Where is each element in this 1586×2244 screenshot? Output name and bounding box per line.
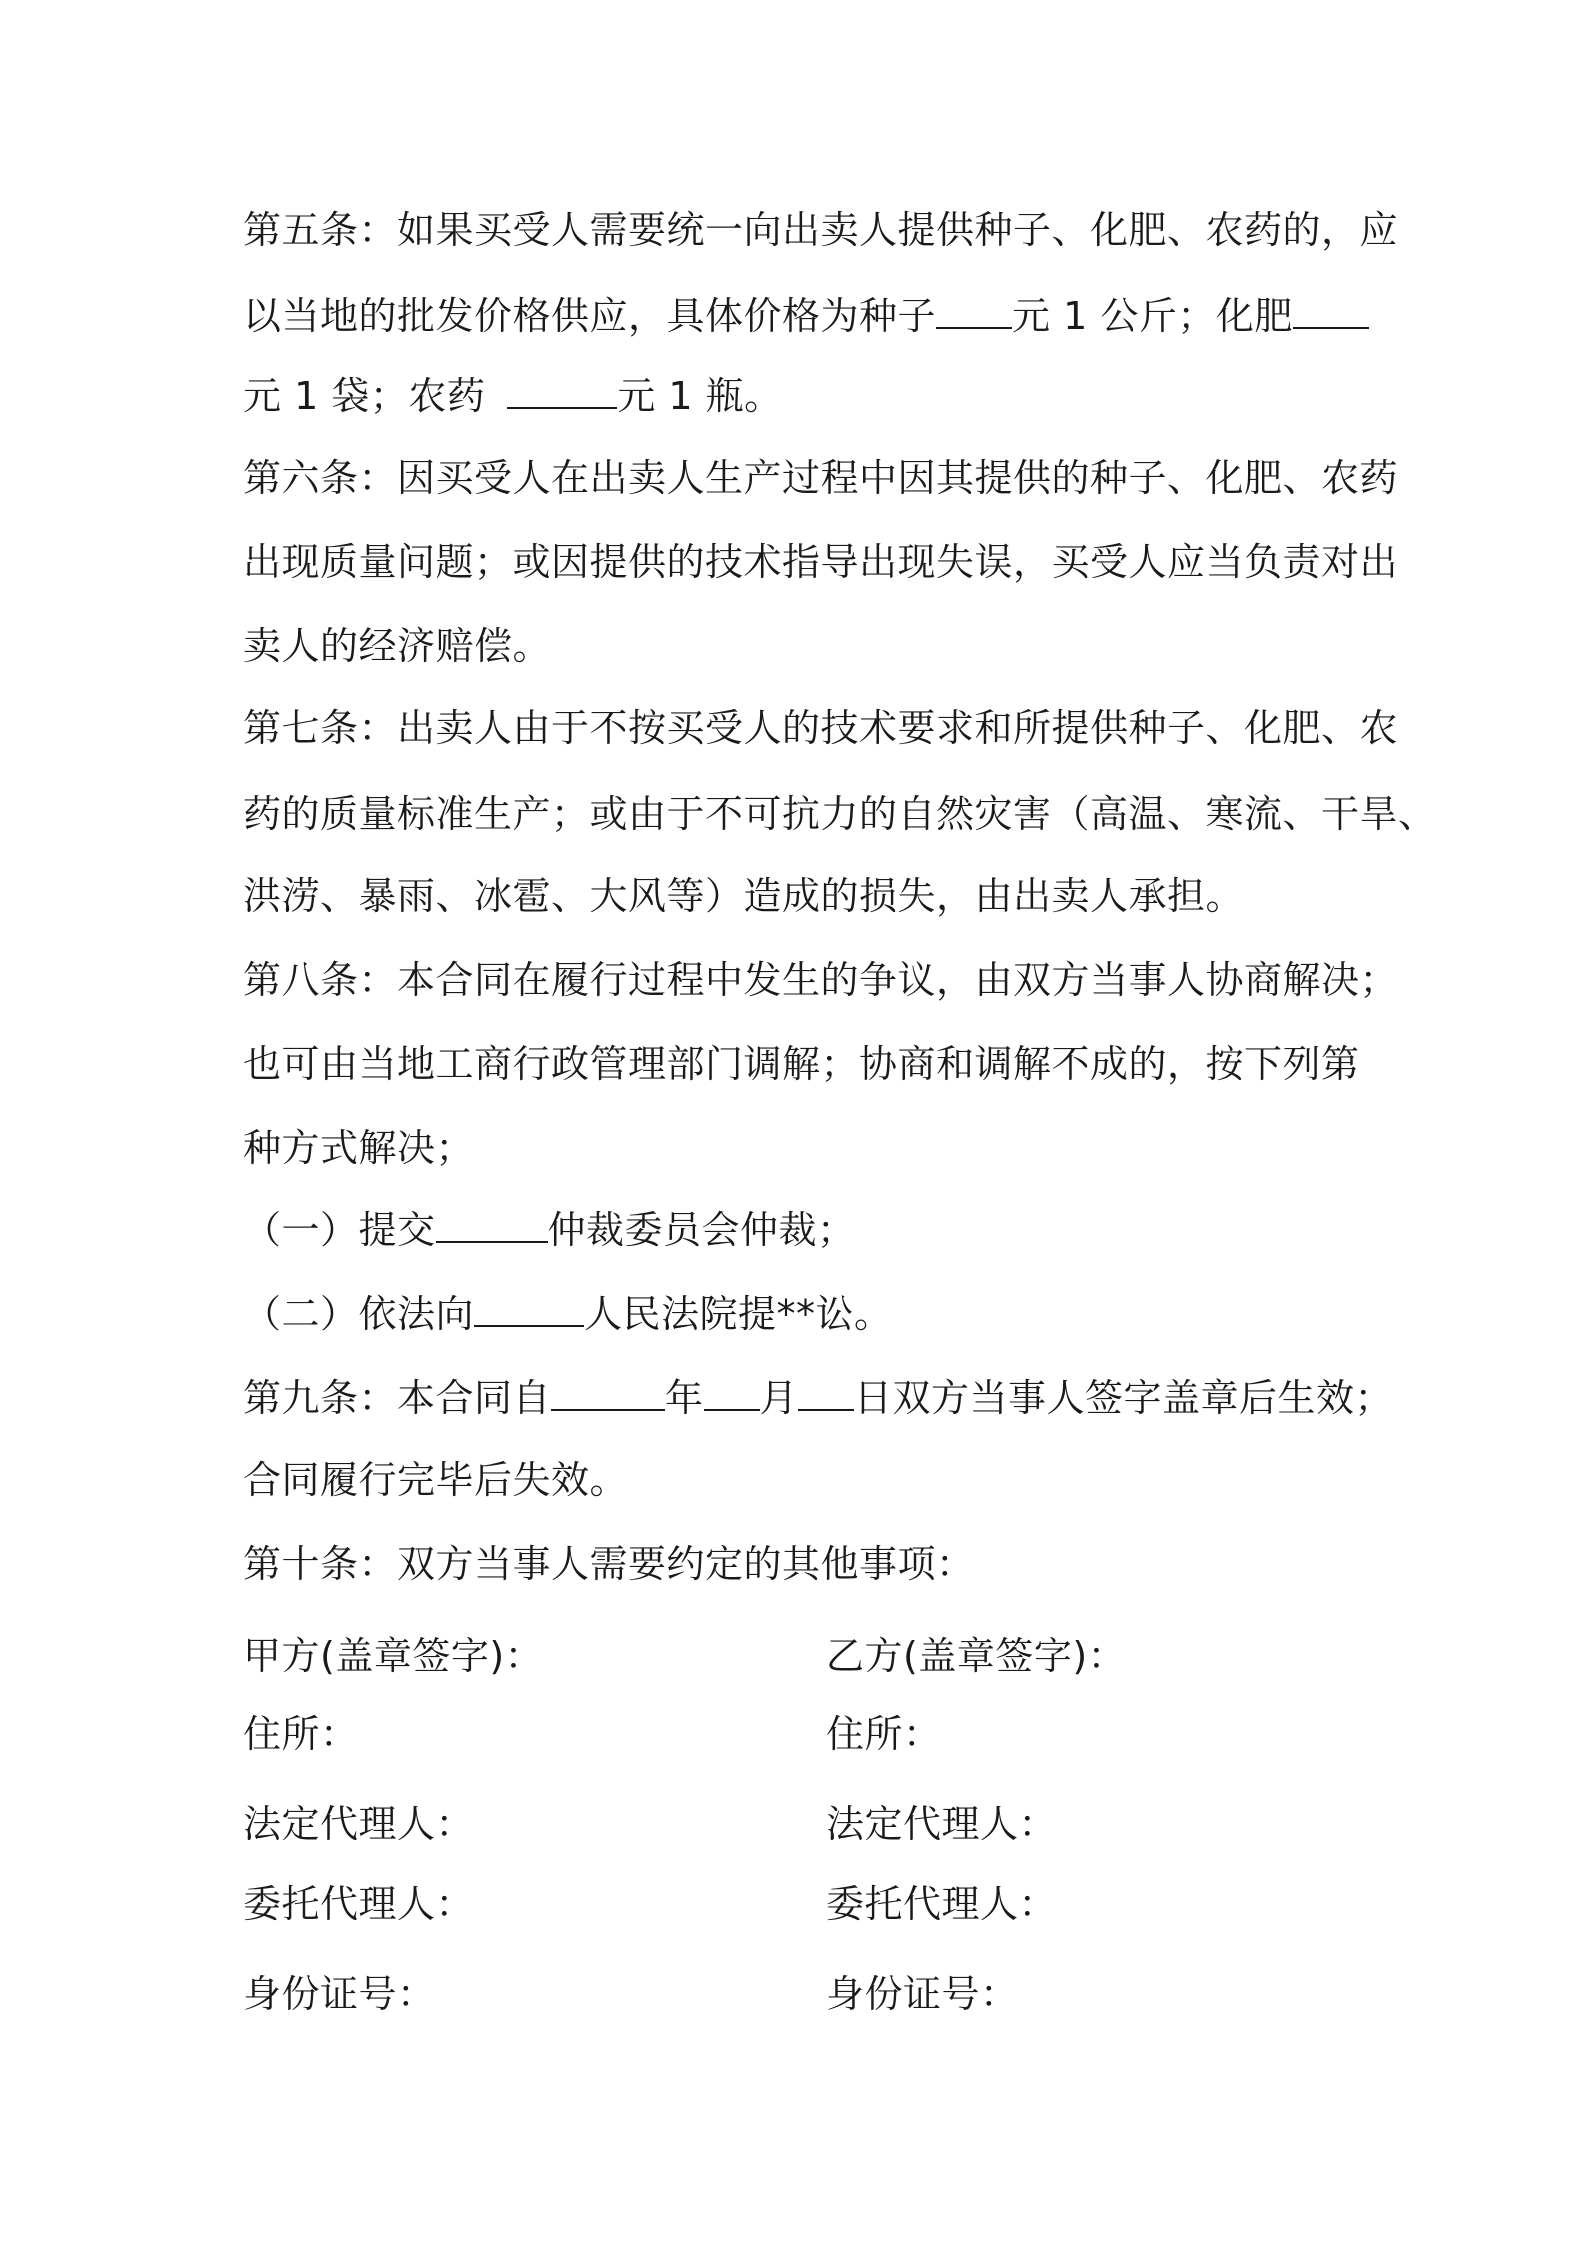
party-a-legal-rep: 法定代理人： [243,1802,475,1846]
article8-line1: 第八条：本合同在履行过程中发生的争议，由双方当事人协商解决； [243,958,1399,1002]
article8-option2 [243,1290,893,1338]
article5-line2 [243,292,1369,340]
party-a-agent: 委托代理人： [243,1882,475,1926]
option1-text-a: （一）提交 [243,1208,436,1252]
article9-line2: 合同履行完毕后失效。 [243,1458,629,1502]
article6-line2: 出现质量问题；或因提供的技术指导出现失误，买受人应当负责对出 [243,540,1399,584]
option2-text-a: （二）依法向 [243,1292,475,1336]
article9-text-a: 第九条：本合同自 [243,1376,552,1420]
article8-line2: 也可由当地工商行政管理部门调解；协商和调解不成的，按下列第 [243,1042,1360,1086]
effective-day-blank[interactable] [798,1375,854,1411]
article10-line1: 第十条：双方当事人需要约定的其他事项： [243,1542,975,1586]
article5-line3 [243,372,783,420]
month-label: 月 [759,1376,799,1420]
party-b-id-number: 身份证号： [826,1972,1019,2016]
fertilizer-price-blank[interactable] [1293,293,1369,329]
article5-line1: 第五条：如果买受人需要统一向出卖人提供种子、化肥、农药的，应 [243,208,1399,252]
party-b-signature: 乙方(盖章签字)： [826,1634,1127,1678]
pesticide-price-blank[interactable] [507,373,617,409]
court-blank[interactable] [474,1291,584,1327]
article9-text-b: 日双方当事人签字盖章后生效； [854,1376,1394,1420]
effective-month-blank[interactable] [704,1375,760,1411]
party-b-legal-rep: 法定代理人： [826,1802,1058,1846]
article9-line1 [243,1374,1393,1422]
year-label: 年 [665,1376,704,1420]
article5-line2-text-b: 元 1 公斤；化肥 [1012,294,1293,338]
party-b-agent: 委托代理人： [826,1882,1058,1926]
article7-line2: 药的质量标准生产；或由于不可抗力的自然灾害（高温、寒流、干旱、 [243,792,1437,836]
article8-option1 [243,1206,856,1254]
option1-text-b: 仲裁委员会仲裁； [547,1208,856,1252]
option2-text-b: 人民法院提**讼。 [584,1292,893,1336]
seed-price-blank[interactable] [936,293,1012,329]
party-a-id-number: 身份证号： [243,1972,436,2016]
article6-line1: 第六条：因买受人在出卖人生产过程中因其提供的种子、化肥、农药 [243,456,1399,500]
article5-line3-text-a: 元 1 袋；农药 [243,374,486,418]
article5-line3-text-b: 元 1 瓶。 [617,374,783,418]
article7-line3: 洪涝、暴雨、冰雹、大风等）造成的损失，由出卖人承担。 [243,874,1245,918]
effective-year-blank[interactable] [551,1375,665,1411]
article6-line3: 卖人的经济赔偿。 [243,624,552,668]
party-a-address: 住所： [243,1712,359,1756]
arbitration-committee-blank[interactable] [436,1207,548,1243]
article8-line3: 种方式解决； [243,1126,475,1170]
party-a-signature: 甲方(盖章签字)： [243,1634,544,1678]
party-b-address: 住所： [826,1712,942,1756]
article7-line1: 第七条：出卖人由于不按买受人的技术要求和所提供种子、化肥、农 [243,706,1399,750]
article5-line2-text-a: 以当地的批发价格供应，具体价格为种子 [243,294,937,338]
